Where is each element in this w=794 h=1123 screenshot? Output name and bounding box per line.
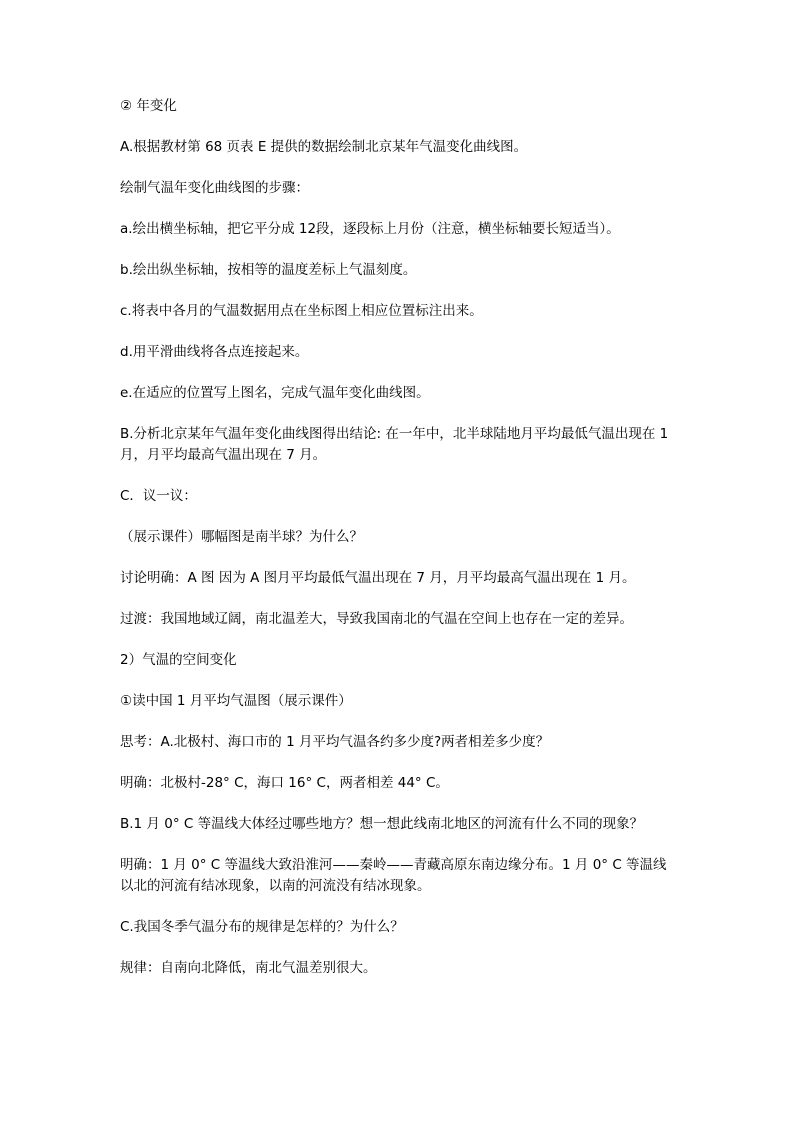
paragraph-step-d: d.用平滑曲线将各点连接起来。 xyxy=(120,344,309,360)
paragraph-task-b: B.分析北京某年气温年变化曲线图得出结论: 在一年中，北半球陆地月平均最低气温出现在 1 月，月平均最高气温出现在 7 月。 xyxy=(120,426,669,463)
paragraph-think-c: C.我国冬季气温分布的规律是怎样的？为什么？ xyxy=(120,919,404,935)
paragraph-step-e: e.在适应的位置写上图名，完成气温年变化曲线图。 xyxy=(120,385,430,401)
paragraph-question: （展示课件）哪幅图是南半球？为什么？ xyxy=(120,529,363,545)
paragraph-step-c: c.将表中各月的气温数据用点在坐标图上相应位置标注出来。 xyxy=(120,303,483,319)
heading-annual-change: ② 年变化 xyxy=(120,98,177,114)
paragraph-step-b: b.绘出纵坐标轴，按相等的温度差标上气温刻度。 xyxy=(120,262,417,278)
paragraph-answer-a: 明确：北极村-28° C，海口 16° C，两者相差 44° C。 xyxy=(120,775,449,791)
paragraph-task-a: A.根据教材第 68 页表 E 提供的数据绘制北京某年气温变化曲线图。 xyxy=(120,139,528,155)
paragraph-read-map: ①读中国 1 月平均气温图（展示课件） xyxy=(120,693,352,709)
paragraph-discussion-answer: 讨论明确：A 图 因为 A 图月平均最低气温出现在 7 月，月平均最高气温出现在 1 月。 xyxy=(120,570,636,586)
paragraph-steps-intro: 绘制气温年变化曲线图的步骤： xyxy=(120,180,309,196)
document-body xyxy=(120,96,680,999)
paragraph-think-a: 思考：A.北极村、海口市的 1 月平均气温各约多少度?两者相差多少度？ xyxy=(120,734,550,750)
paragraph-step-a: a.绘出横坐标轴，把它平分成 12段，逐段标上月份（注意，横坐标轴要长短适当）。 xyxy=(120,221,620,237)
paragraph-think-b: B.1 月 0° C 等温线大体经过哪些地方？想一想此线南北地区的河流有什么不同的现象？ xyxy=(120,816,644,832)
paragraph-rule: 规律：自南向北降低，南北气温差别很大。 xyxy=(120,960,377,976)
paragraph-discuss: C．议一议： xyxy=(120,488,197,504)
paragraph-transition: 过渡：我国地域辽阔，南北温差大，导致我国南北的气温在空间上也存在一定的差异。 xyxy=(120,611,633,627)
heading-spatial-change: 2）气温的空间变化 xyxy=(120,652,237,668)
paragraph-answer-b: 明确：1 月 0° C 等温线大致沿淮河——秦岭——青藏高原东南边缘分布。1 月 0° C 等温线以北的河流有结冰现象，以南的河流没有结冰现象。 xyxy=(120,857,667,894)
